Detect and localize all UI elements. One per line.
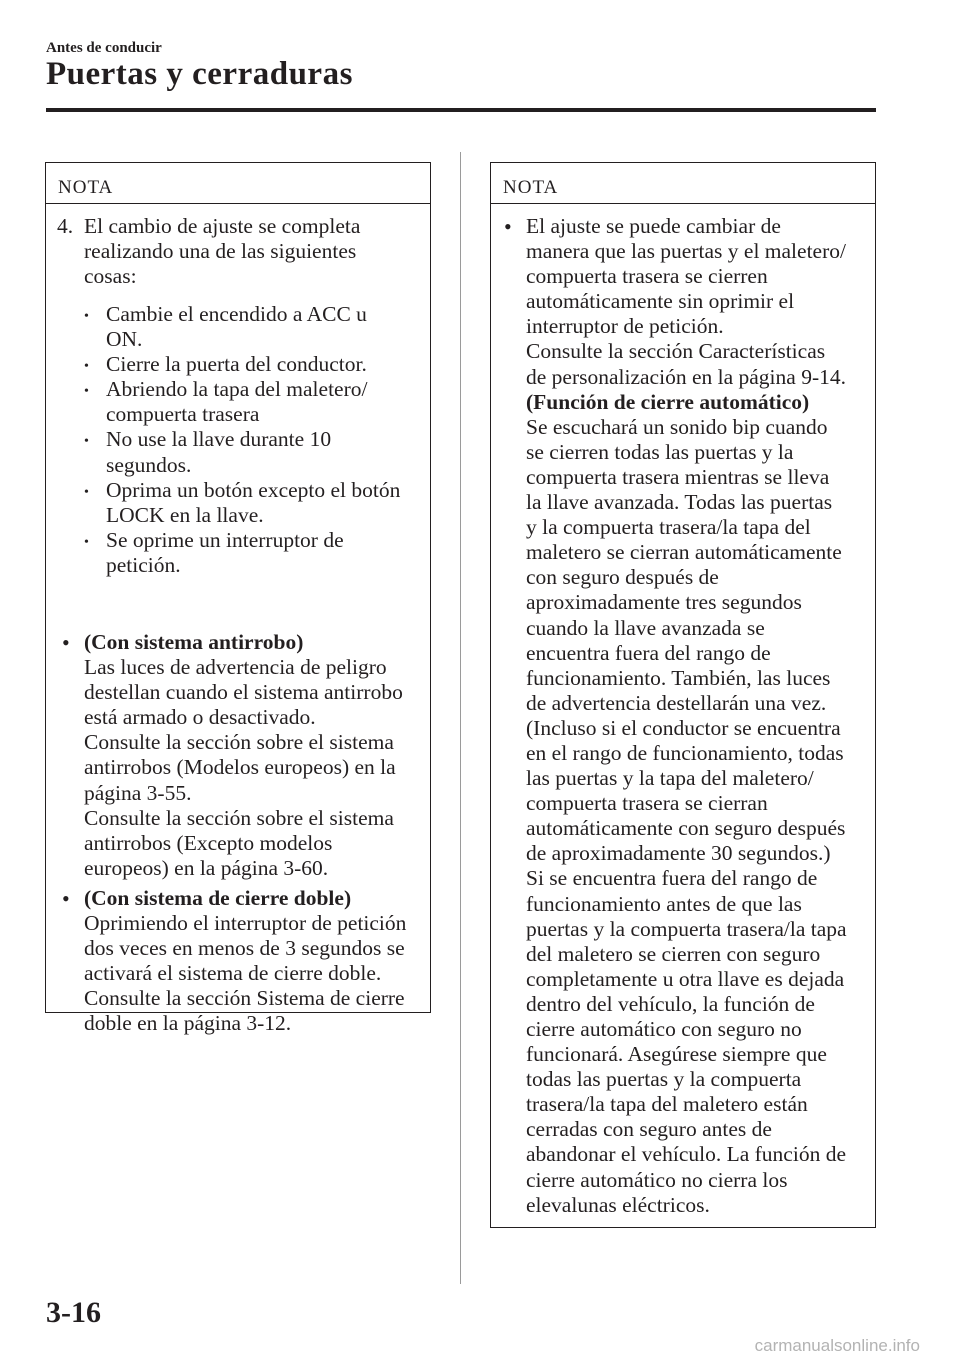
section-label: Antes de conducir: [46, 40, 162, 56]
text-line: y la compuerta trasera/la tapa del: [526, 515, 811, 540]
text-line: de personalización en la página 9-14.: [526, 364, 846, 389]
page-title: Puertas y cerraduras: [46, 56, 353, 92]
text-line: en el rango de funcionamiento, todas: [526, 740, 844, 765]
small-bullet-icon: •: [84, 384, 89, 400]
text-line: elevalunas eléctricos.: [526, 1192, 710, 1217]
text-line: maletero se cierran automáticamente: [526, 540, 842, 565]
text-line: Se oprime un interruptor de: [106, 527, 344, 552]
small-bullet-icon: •: [84, 434, 89, 450]
text-line: activará el sistema de cierre doble.: [84, 961, 382, 986]
text-line: LOCK en la llave.: [106, 502, 264, 527]
text-line: El cambio de ajuste se completa: [84, 214, 361, 238]
text-line: Si se encuentra fuera del rango de: [526, 866, 818, 891]
text-line: cuando la llave avanzada se: [526, 615, 765, 640]
text-line: ON.: [106, 327, 143, 352]
text-line: abandonar el vehículo. La función de: [526, 1142, 846, 1167]
text-line: Cierre la puerta del conductor.: [106, 352, 367, 377]
text-line: doble en la página 3-12.: [84, 1011, 292, 1036]
text-line: las puertas y la tapa del maletero/: [526, 766, 814, 791]
text-line: No use la llave durante 10: [106, 427, 332, 452]
text-line: todas las puertas y la compuerta: [526, 1067, 802, 1092]
numbered-item-text: [84, 214, 360, 289]
text-line: segundos.: [106, 452, 192, 477]
bold-heading-line: (Función de cierre automático): [526, 389, 810, 414]
sub-item-text: [106, 352, 367, 377]
text-line: de aproximadamente 30 segundos.): [526, 841, 831, 866]
small-bullet-icon: •: [84, 484, 89, 500]
text-line: antirrobos (Modelos europeos) en la: [84, 755, 396, 780]
text-line: automáticamente sin oprimir el: [526, 289, 795, 314]
text-line: trasera/la tapa del maletero están: [526, 1092, 808, 1117]
text-line: cierre automático con seguro no: [526, 1017, 802, 1041]
text-line: petición.: [106, 552, 181, 577]
item-number: 4.: [57, 214, 74, 238]
text-line: Consulte la sección Características: [526, 339, 826, 364]
bullet-icon: •: [62, 630, 70, 655]
text-line: compuerta trasera se cierran: [526, 791, 768, 816]
text-line: realizando una de las siguientes: [84, 239, 357, 264]
bullet-icon: •: [62, 886, 70, 911]
sub-item-text: [106, 377, 367, 427]
sub-item-text: [106, 427, 331, 477]
bullet-antirrobo: [84, 630, 403, 881]
text-line: manera que las puertas y el maletero/: [526, 239, 846, 264]
text-line: Consulte la sección Sistema de cierre: [84, 986, 405, 1011]
text-line: El ajuste se puede cambiar de: [526, 214, 781, 238]
text-line: cerradas con seguro antes de: [526, 1117, 772, 1142]
right-note-box: [490, 162, 876, 1228]
text-line: funcionamiento antes de que las: [526, 891, 802, 916]
bullet-doble: [84, 886, 406, 1037]
right-note-text: [526, 214, 847, 1218]
text-line: Oprimiendo el interruptor de petición: [84, 911, 407, 936]
right-note-heading: NOTA: [491, 163, 875, 204]
text-line: de advertencia destellarán una vez.: [526, 690, 827, 715]
text-line: compuerta trasera se cierren: [526, 264, 768, 289]
text-line: Cambie el encendido a ACC u: [106, 302, 367, 326]
text-line: Se escuchará un sonido bip cuando: [526, 414, 828, 439]
text-line: la llave avanzada. Todas las puertas: [526, 490, 833, 515]
column-divider: [460, 152, 461, 1284]
small-bullet-icon: •: [84, 359, 89, 375]
text-line: Consulte la sección sobre el sistema: [84, 730, 394, 755]
text-line: dentro del vehículo, la función de: [526, 991, 815, 1016]
text-line: Consulte la sección sobre el sistema: [84, 805, 394, 830]
small-bullet-icon: •: [84, 534, 89, 550]
sub-item-text: [106, 478, 400, 528]
bullet-icon: •: [504, 214, 512, 239]
sub-item-text: [106, 528, 344, 578]
left-note-heading: NOTA: [46, 163, 430, 204]
bullet-title: (Con sistema de cierre doble): [84, 886, 352, 910]
page-number: 3-16: [46, 1296, 101, 1329]
text-line: interruptor de petición.: [526, 314, 724, 339]
text-line: completamente u otra llave es dejada: [526, 966, 845, 991]
text-line: Las luces de advertencia de peligro: [84, 655, 387, 680]
text-line: puertas y la compuerta trasera/la tapa: [526, 916, 847, 941]
text-line: (Incluso si el conductor se encuentra: [526, 715, 841, 740]
text-line: automáticamente con seguro después: [526, 816, 846, 841]
text-line: funcionamiento. También, las luces: [526, 665, 831, 690]
text-line: cosas:: [84, 264, 137, 289]
watermark: carmanualsonline.info: [754, 1336, 920, 1355]
text-line: funcionará. Asegúrese siempre que: [526, 1042, 827, 1067]
text-line: aproximadamente tres segundos: [526, 590, 802, 615]
title-rule: [46, 108, 876, 112]
text-line: compuerta trasera mientras se lleva: [526, 464, 830, 489]
text-line: del maletero se cierren con seguro: [526, 941, 821, 966]
text-line: encuentra fuera del rango de: [526, 640, 771, 665]
sub-item-text: [106, 302, 367, 352]
text-line: Oprima un botón excepto el botón: [106, 477, 401, 502]
text-line: está armado o desactivado.: [84, 705, 316, 730]
text-line: se cierren todas las puertas y la: [526, 439, 794, 464]
text-line: destellan cuando el sistema antirrobo: [84, 680, 403, 705]
text-line: con seguro después de: [526, 565, 719, 590]
bullet-title: (Con sistema antirrobo): [84, 630, 304, 654]
text-line: cierre automático no cierra los: [526, 1167, 788, 1192]
text-line: dos veces en menos de 3 segundos se: [84, 936, 405, 961]
left-note-box: [45, 162, 431, 1036]
small-bullet-icon: •: [84, 309, 89, 324]
text-line: europeos) en la página 3-60.: [84, 855, 329, 880]
text-line: antirrobos (Excepto modelos: [84, 830, 333, 855]
text-line: página 3-55.: [84, 780, 192, 805]
text-line: Abriendo la tapa del maletero/: [106, 377, 368, 402]
text-line: compuerta trasera: [106, 402, 260, 427]
